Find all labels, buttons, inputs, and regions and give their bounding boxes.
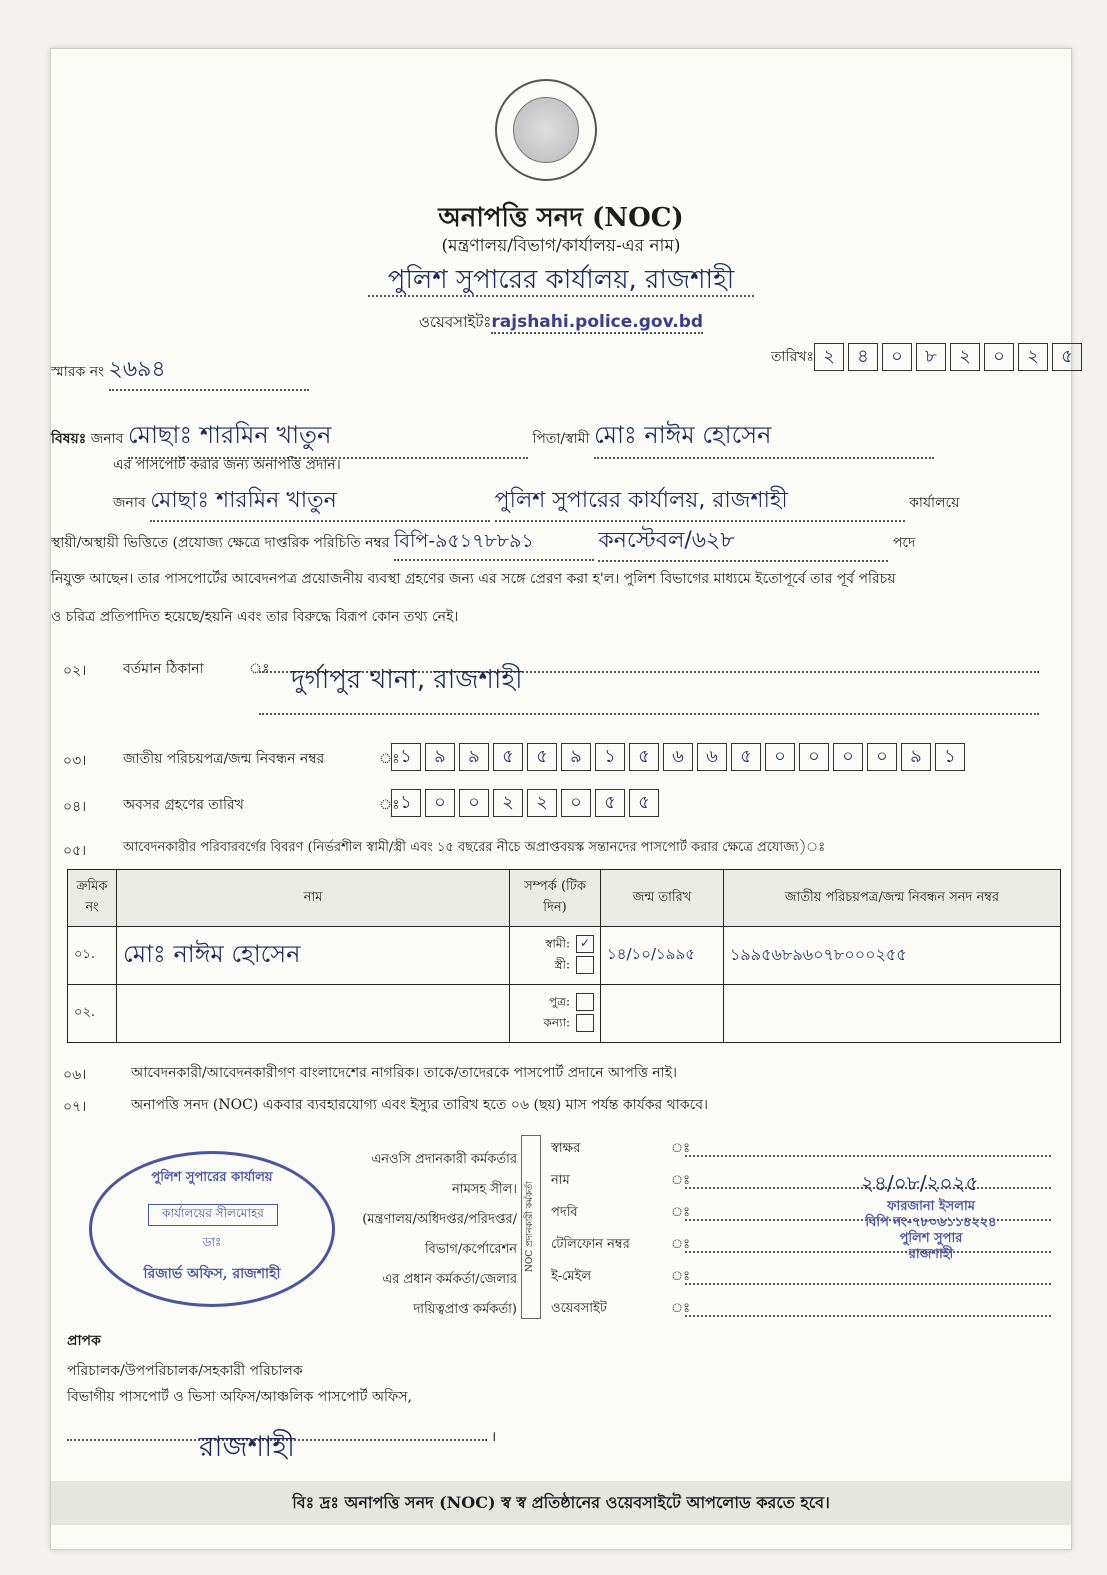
row-name [117,985,510,1043]
retirement-digit-box: ০ [561,789,591,817]
row-dob [601,985,724,1043]
subject-line: বিষয়ঃ জনাব মোছাঃ শারমিন খাতুন পিতা/স্বামী মোঃ নাঈম হোসেন [51,417,1061,459]
nid-digit-box: ৫ [629,743,659,771]
item-4-number: ০৪। [63,799,87,815]
sign-date: ২৪/০৮/২০২৫ [861,1171,979,1195]
date-digit-box: ৫ [1052,343,1082,371]
retirement-digit-box: ৫ [595,789,625,817]
check-icon[interactable]: ✓ [576,935,594,953]
official-id: বিপি-৯৫১৭৮৮৯১ [394,527,594,561]
nid-digit-box: ৯ [901,743,931,771]
date-digit-box: ২ [950,343,980,371]
stamp-middle-text: কার্যালয়ের সীলমোহর [148,1204,278,1226]
document-title: অনাপত্তি সনদ (NOC) [438,203,684,233]
checkbox[interactable] [576,956,594,974]
note-7-number: ০৭। [63,1099,87,1115]
date-boxes [814,343,1086,371]
signatory-description: এনওসি প্রদানকারী কর্মকর্তার নামসহ সীল। (মন্ত্রণালয়/অধিদপ্তর/পরিদপ্তর/ বিভাগ/কর্পোরেশন এর প্রধান কর্মকর্তা/জেলার দায়িত্বপ্রাপ্ত কর্মকর্তা) [362,1152,517,1317]
subject-purpose: এর পাসপোর্ট করার জন্য অনাপত্তি প্রদান। [113,457,341,473]
address-line-2 [259,713,1039,715]
nid-digit-box: ১ [595,743,625,771]
item-5-label: আবেদনকারীর পরিবারবর্গের বিবরণ (নির্ভরশীল স্বামী/স্ত্রী এবং ১৫ বছরের নীচে অপ্রাপ্তবয়স্ক সন্তানদের পাসপোর্ট করার ক্ষেত্রে প্রযোজ্য)ঃ [123,840,826,855]
table-row [68,985,1061,1043]
nid-digit-box: ০ [867,743,897,771]
checkbox[interactable] [576,1014,594,1032]
family-table [67,869,1061,1043]
applicant-name: মোছাঃ শারমিন খাতুন [128,417,528,459]
body-line-1: জনাব মোছাঃ শারমিন খাতুন পুলিশ সুপারের কার্যালয়, রাজশাহী কার্যালয়ে [113,483,1073,522]
body-office: পুলিশ সুপারের কার্যালয়, রাজশাহী [495,483,905,522]
item-5-number: ০৫। [63,843,87,859]
row-nid: ১৯৯৫৬৮৯৬০৭৮০০০২৫৫ [724,927,1061,985]
date-digit-box: ৮ [916,343,946,371]
nid-digit-box: ৫ [527,743,557,771]
retirement-digit-box: ৫ [629,789,659,817]
item-2-label: বর্তমান ঠিকানা [123,661,204,677]
item-3-label: জাতীয় পরিচয়পত্র/জন্ম নিবন্ধন নম্বর [123,751,325,767]
nid-digit-box: ৯ [425,743,455,771]
noc-document [50,48,1072,1550]
designation: কনস্টেবল/৬২৮ [598,523,888,562]
nid-digit-box: ১ [935,743,965,771]
father-name: মোঃ নাঈম হোসেন [594,417,934,459]
nid-digit-box: ৬ [663,743,693,771]
header-nid: জাতীয় পরিচয়পত্র/জন্ম নিবন্ধন সনদ নম্বর [724,870,1061,927]
item-2-colon: ঃ [249,661,270,677]
recipient-line-1: পরিচালক/উপপরিচালক/সহকারী পরিচালক [67,1363,303,1379]
note-6: আবেদনকারী/আবেদনকারীগণ বাংলাদেশের নাগরিক। তাকে/তাদেরকে পাসপোর্ট প্রদানে আপত্তি নাই। [131,1065,678,1081]
header-dob: জন্ম তারিখ [601,870,724,927]
note-7: অনাপত্তি সনদ (NOC) একবার ব্যবহারযোগ্য এবং ইস্যুর তারিখ হতে ০৬ (ছয়) মাস পর্যন্ত কার্যকর থাকবে। [131,1097,709,1113]
row-nid [724,985,1061,1043]
date-digit-box: ৪ [848,343,878,371]
memo-line: স্মারক নং ২৬৯৪ [51,352,309,391]
date-digit-box: ২ [1018,343,1048,371]
nid-digit-box: ৬ [697,743,727,771]
item-4-label: অবসর গ্রহণের তারিখ [123,797,244,813]
officer-stamp: ফারজানা ইসলাম বিপি নং-৭৮০৬১১৪২২৪ পুলিশ সুপার রাজশাহী [865,1199,997,1262]
stamp-bottom-text: রিজার্ভ অফিস, রাজশাহী [143,1266,281,1282]
date-line: তারিখঃ ২ ৪ ০ ৮ ২ ০ ২ ৫ [771,343,1086,371]
office-name: পুলিশ সুপারের কার্যালয়, রাজশাহী [51,259,1071,303]
recipient-place: রাজশাহী [199,1430,295,1463]
retirement-digit-box: ০ [425,789,455,817]
note-6-number: ০৬। [63,1067,87,1083]
date-digit-box: ০ [882,343,912,371]
retirement-date-boxes [391,789,663,817]
ministry-label: (মন্ত্রণালয়/বিভাগ/কার্যালয়-এর নাম) [441,236,681,256]
row-dob: ১৪/১০/১৯৯৫ [601,927,724,985]
vertical-stamp: NOC প্রদানকারী কর্মকর্তা [521,1135,541,1319]
body-name: মোছাঃ শারমিন খাতুন [150,483,490,522]
retirement-digit-box: ১ [391,789,421,817]
nid-digit-box: ০ [833,743,863,771]
body-line-2: স্থায়ী/অস্থায়ী ভিত্তিতে (প্রযোজ্য ক্ষেত্রে দাপ্তরিক পরিচিতি নম্বর বিপি-৯৫১৭৮৮৯১ কনস্টেবল/৬২৮ পদে [51,523,1061,562]
retirement-digit-box: ২ [493,789,523,817]
row-name: মোঃ নাঈম হোসেন [117,927,510,985]
header-name: নাম [117,870,510,927]
nid-digit-box: ০ [765,743,795,771]
recipient-label: প্রাপক [67,1333,101,1349]
nid-digit-box: ৯ [561,743,591,771]
stamp-code: ডাঃ [202,1235,222,1249]
seal-emblem-icon [513,97,579,163]
item-3-number: ০৩। [63,753,87,769]
item-2-number: ০২। [63,663,87,679]
date-digit-box: ০ [984,343,1014,371]
checkbox[interactable] [576,993,594,1011]
footer-note: বিঃ দ্রঃ অনাপত্তি সনদ (NOC) স্ব স্ব প্রতিষ্ঠানের ওয়েবসাইটে আপলোড করতে হবে। [51,1481,1071,1525]
stamp-top-text: পুলিশ সুপারের কার্যালয় [151,1170,273,1185]
website-line: ওয়েবসাইটঃrajshahi.police.gov.bd [418,312,704,332]
item-3-colon: ঃ [379,751,400,767]
present-address: দুর্গাপুর থানা, রাজশাহী [291,665,523,695]
row-relation: পুত্র: কন্যা: [510,985,601,1043]
row-serial: ০১. [68,927,117,985]
date-digit-box: ২ [814,343,844,371]
nid-digit-box: ৫ [731,743,761,771]
memo-number: ২৬৯৪ [109,352,309,391]
row-serial: ০২. [68,985,117,1043]
nid-digit-box: ১ [391,743,421,771]
nid-digit-box: ০ [799,743,829,771]
header-relation: সম্পর্ক (টিক দিন) [510,870,601,927]
website-value: rajshahi.police.gov.bd [491,312,704,332]
table-header-row [68,870,1061,927]
signatory-fields: স্বাক্ষর ঃ নাম ঃ পদবি ঃ টেলিফোন নম্বর ঃ ই-মেইল ঃ ওয়েবসাইট ঃ [551,1139,1051,1331]
row-relation: স্বামী: ✓ স্ত্রী: [510,927,601,985]
header-serial: ক্রমিক নং [68,870,117,927]
recipient-end: । [491,1429,497,1445]
nid-digit-box: ৫ [493,743,523,771]
nid-boxes [391,743,969,771]
government-seal [495,79,597,181]
nid-digit-box: ৯ [459,743,489,771]
table-row [68,927,1061,985]
paragraph-1: নিযুক্ত আছেন। তার পাসপোর্টের আবেদনপত্র প্রয়োজনীয় ব্যবস্থা গ্রহণের জন্য এর সঙ্গে প্রেরণ করা হ'ল। পুলিশ বিভাগের মাধ্যমে ইতোপূর্বে তার পূর্ব পরিচয় [51,571,896,587]
retirement-digit-box: ০ [459,789,489,817]
recipient-line-2: বিভাগীয় পাসপোর্ট ও ভিসা অফিস/আঞ্চলিক পাসপোর্ট অফিস, [67,1389,412,1405]
retirement-digit-box: ২ [527,789,557,817]
paragraph-2: ও চরিত্র প্রতিপাদিত হয়েছে/হয়নি এবং তার বিরুদ্ধে বিরূপ কোন তথ্য নেই। [51,609,459,625]
item-4-colon: ঃ [379,797,400,813]
